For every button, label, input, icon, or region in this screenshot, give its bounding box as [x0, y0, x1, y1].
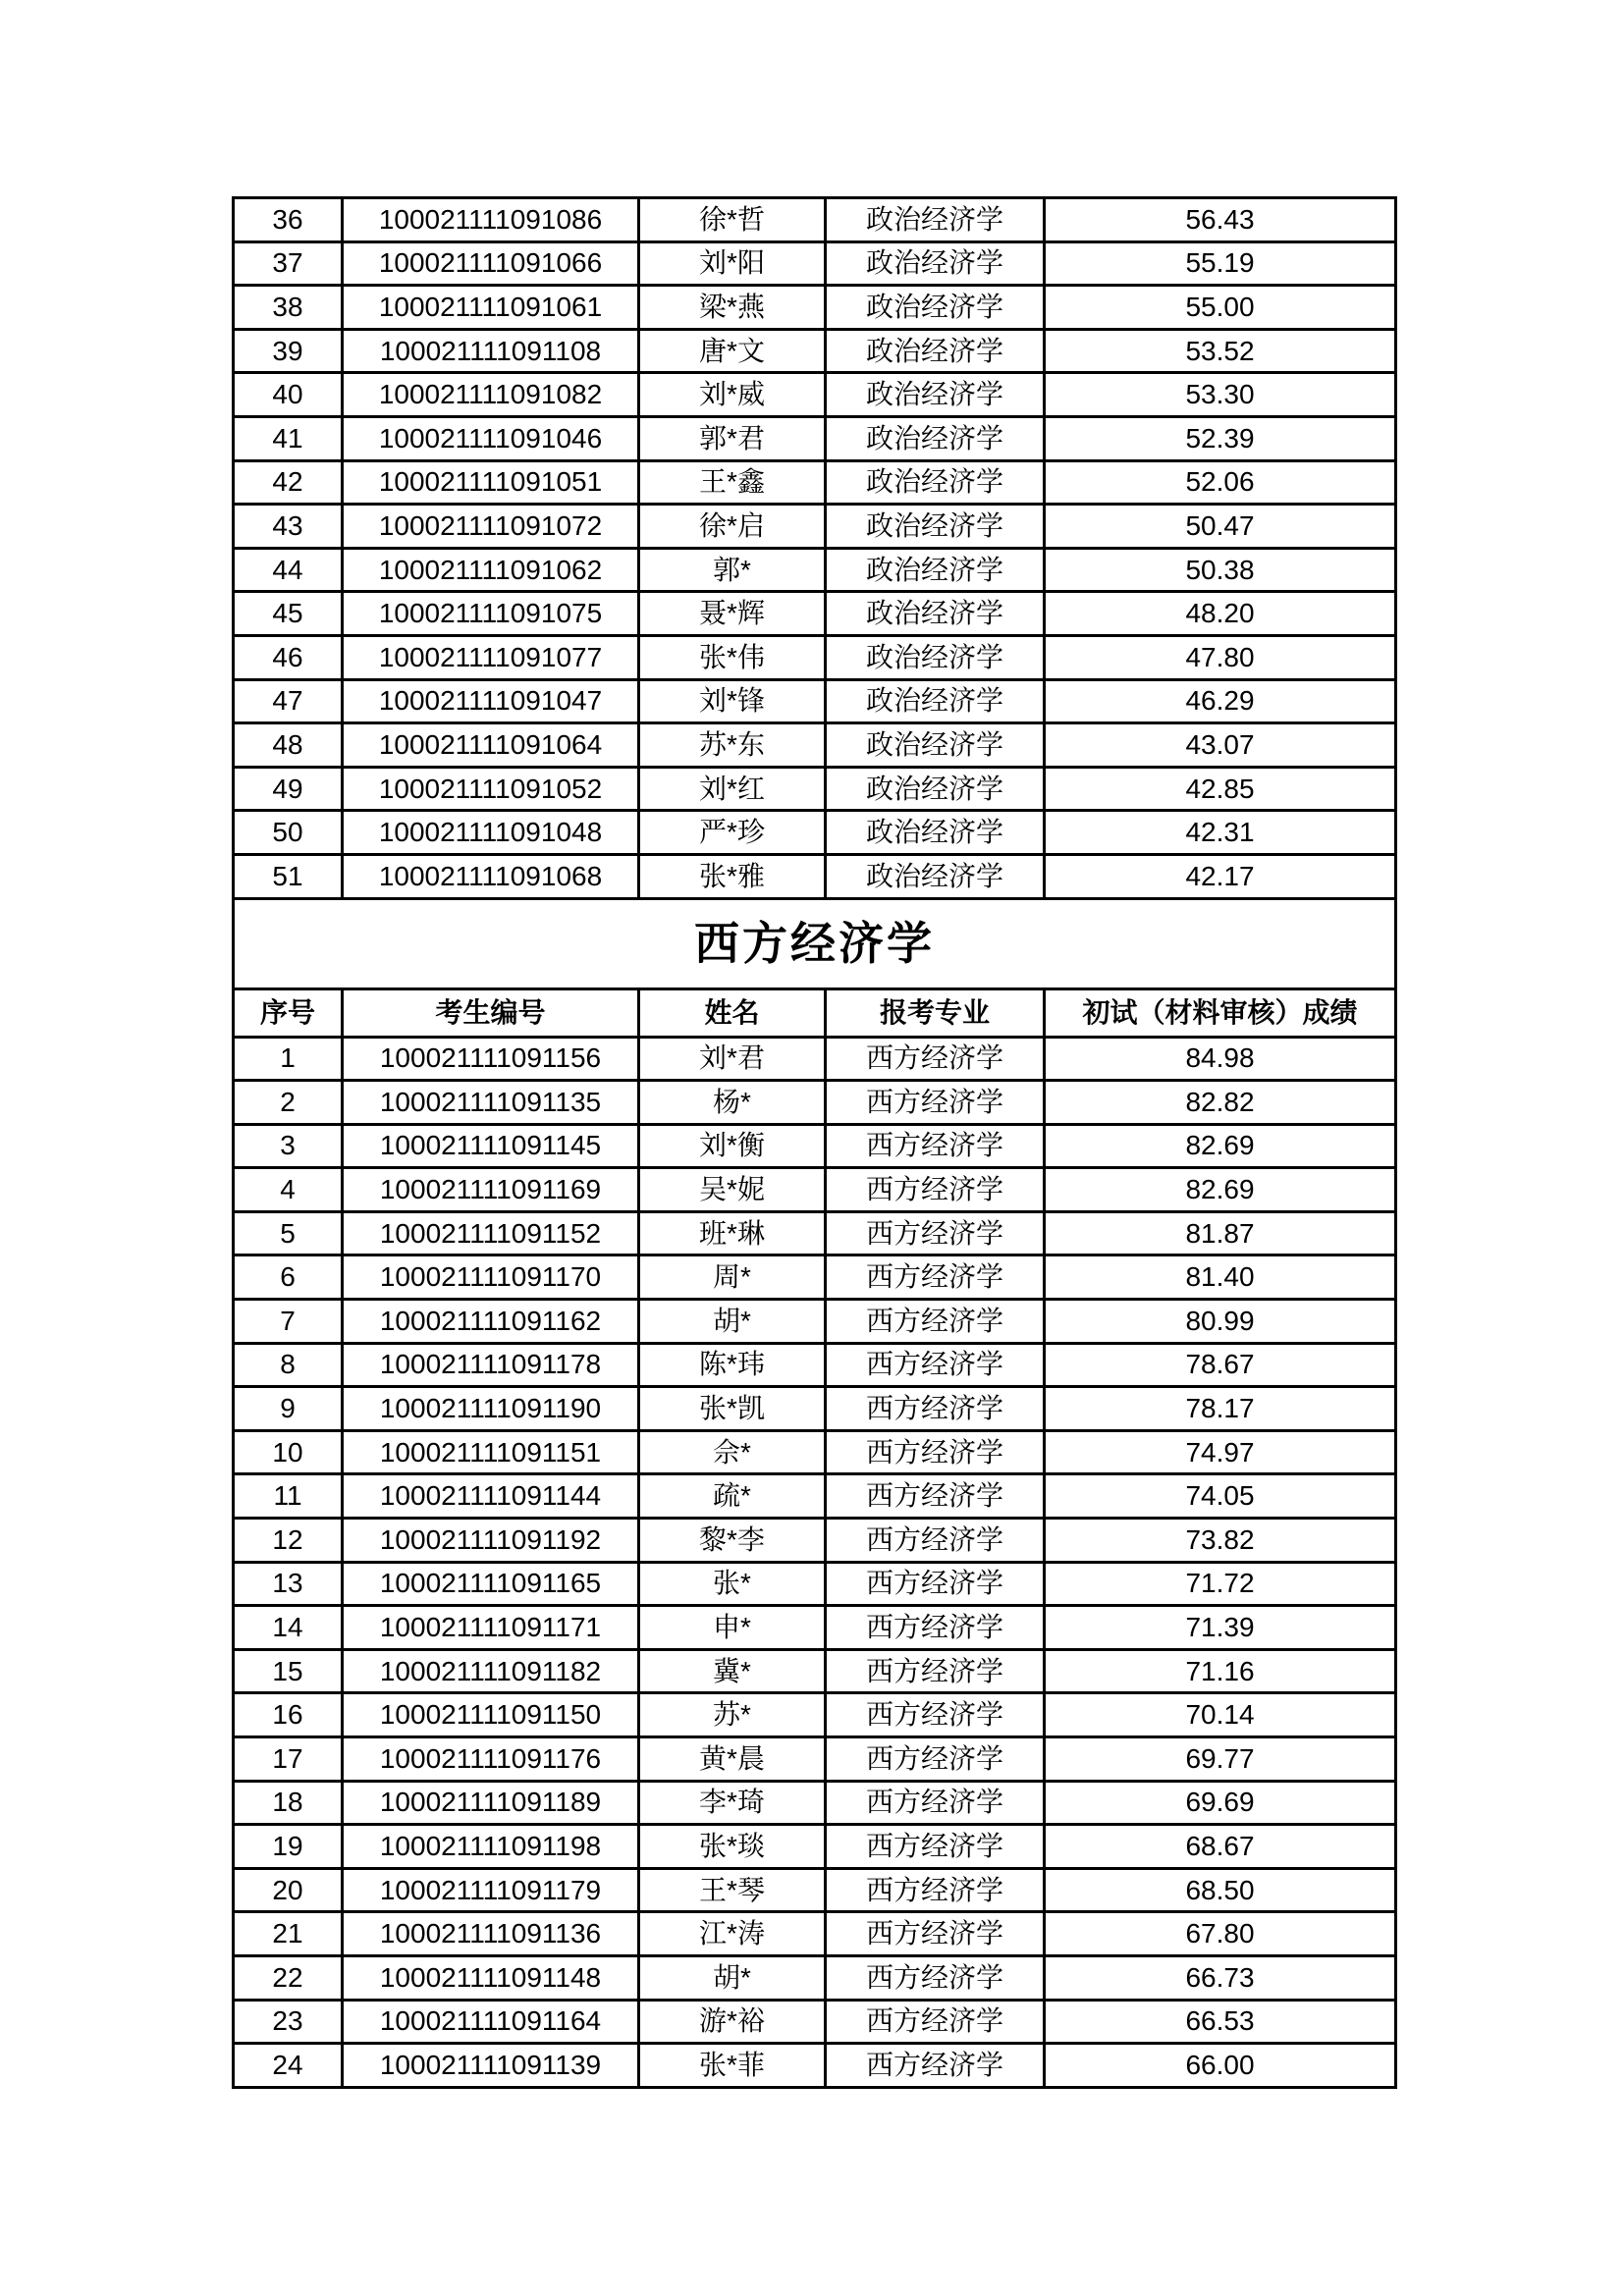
- table-row: [234, 1781, 1396, 1825]
- table-cell: 政治经济学: [826, 329, 1045, 373]
- table-cell: 56.43: [1045, 198, 1396, 242]
- table-cell: 100021111091151: [343, 1430, 639, 1474]
- table-row: [234, 1606, 1396, 1650]
- table-cell: 7: [234, 1300, 343, 1344]
- table-cell: 100021111091139: [343, 2044, 639, 2088]
- section-title-row: [234, 898, 1396, 988]
- table-cell: 黎*李: [639, 1519, 826, 1563]
- table-cell: 张*雅: [639, 854, 826, 898]
- table-cell: 100021111091162: [343, 1300, 639, 1344]
- table-cell: 68.50: [1045, 1868, 1396, 1912]
- table-cell: 政治经济学: [826, 811, 1045, 855]
- table-cell: 50: [234, 811, 343, 855]
- table-cell: 政治经济学: [826, 373, 1045, 417]
- table-cell: 100021111091108: [343, 329, 639, 373]
- table-cell: 西方经济学: [826, 1081, 1045, 1125]
- table-row: [234, 1430, 1396, 1474]
- table-row: [234, 1562, 1396, 1606]
- table-cell: 陈*玮: [639, 1343, 826, 1387]
- table-cell: 郭*君: [639, 416, 826, 460]
- table-cell: 1: [234, 1037, 343, 1081]
- table-cell: 47.80: [1045, 635, 1396, 679]
- table-cell: 100021111091075: [343, 592, 639, 636]
- document-page: [232, 196, 1397, 2089]
- table-cell: 22: [234, 1955, 343, 2000]
- table-cell: 100021111091179: [343, 1868, 639, 1912]
- table-cell: 冀*: [639, 1649, 826, 1693]
- table-cell: 周*: [639, 1255, 826, 1300]
- table-cell: 15: [234, 1649, 343, 1693]
- table-cell: 73.82: [1045, 1519, 1396, 1563]
- table-cell: 江*涛: [639, 1912, 826, 1956]
- table-cell: 100021111091176: [343, 1737, 639, 1782]
- table-row: [234, 1168, 1396, 1212]
- table-cell: 67.80: [1045, 1912, 1396, 1956]
- table-cell: 王*琴: [639, 1868, 826, 1912]
- table-cell: 23: [234, 2000, 343, 2044]
- table-cell: 12: [234, 1519, 343, 1563]
- table-row: [234, 241, 1396, 286]
- table-cell: 2: [234, 1081, 343, 1125]
- western-economics-header-group: [234, 898, 1396, 1037]
- table-row: [234, 1255, 1396, 1300]
- table-cell: 13: [234, 1562, 343, 1606]
- table-cell: 西方经济学: [826, 1387, 1045, 1431]
- table-row: [234, 373, 1396, 417]
- table-row: [234, 811, 1396, 855]
- table-row: [234, 1037, 1396, 1081]
- table-row: [234, 505, 1396, 549]
- table-cell: 82.69: [1045, 1168, 1396, 1212]
- table-cell: 西方经济学: [826, 2044, 1045, 2088]
- table-cell: 47: [234, 679, 343, 723]
- table-cell: 徐*启: [639, 505, 826, 549]
- table-cell: 胡*: [639, 1300, 826, 1344]
- table-cell: 张*菲: [639, 2044, 826, 2088]
- table-cell: 100021111091077: [343, 635, 639, 679]
- table-cell: 100021111091061: [343, 286, 639, 330]
- table-cell: 王*鑫: [639, 460, 826, 505]
- table-cell: 政治经济学: [826, 548, 1045, 592]
- table-cell: 39: [234, 329, 343, 373]
- table-row: [234, 2000, 1396, 2044]
- table-cell: 班*琳: [639, 1211, 826, 1255]
- table-cell: 李*琦: [639, 1781, 826, 1825]
- table-cell: 49: [234, 767, 343, 811]
- table-cell: 西方经济学: [826, 1255, 1045, 1300]
- table-cell: 44: [234, 548, 343, 592]
- table-cell: 81.87: [1045, 1211, 1396, 1255]
- table-cell: 84.98: [1045, 1037, 1396, 1081]
- table-cell: 78.17: [1045, 1387, 1396, 1431]
- table-cell: 西方经济学: [826, 1300, 1045, 1344]
- table-row: [234, 1474, 1396, 1519]
- table-cell: 政治经济学: [826, 198, 1045, 242]
- table-cell: 43.07: [1045, 723, 1396, 768]
- column-header-major: 报考专业: [826, 988, 1045, 1037]
- table-cell: 51: [234, 854, 343, 898]
- table-cell: 西方经济学: [826, 1649, 1045, 1693]
- table-cell: 西方经济学: [826, 1781, 1045, 1825]
- table-cell: 68.67: [1045, 1825, 1396, 1869]
- table-cell: 52.06: [1045, 460, 1396, 505]
- table-cell: 张*琰: [639, 1825, 826, 1869]
- table-cell: 西方经济学: [826, 1343, 1045, 1387]
- table-row: [234, 1825, 1396, 1869]
- table-row: [234, 592, 1396, 636]
- table-row: [234, 1211, 1396, 1255]
- table-cell: 刘*威: [639, 373, 826, 417]
- table-cell: 80.99: [1045, 1300, 1396, 1344]
- table-cell: 100021111091148: [343, 1955, 639, 2000]
- table-cell: 16: [234, 1693, 343, 1737]
- table-cell: 11: [234, 1474, 343, 1519]
- table-cell: 100021111091182: [343, 1649, 639, 1693]
- table-cell: 申*: [639, 1606, 826, 1650]
- table-cell: 100021111091165: [343, 1562, 639, 1606]
- table-cell: 100021111091170: [343, 1255, 639, 1300]
- table-cell: 69.69: [1045, 1781, 1396, 1825]
- table-row: [234, 1649, 1396, 1693]
- table-cell: 81.40: [1045, 1255, 1396, 1300]
- table-cell: 张*伟: [639, 635, 826, 679]
- table-cell: 100021111091052: [343, 767, 639, 811]
- table-cell: 71.72: [1045, 1562, 1396, 1606]
- table-cell: 100021111091047: [343, 679, 639, 723]
- table-row: [234, 329, 1396, 373]
- table-cell: 100021111091082: [343, 373, 639, 417]
- table-row: [234, 1124, 1396, 1168]
- table-row: [234, 1081, 1396, 1125]
- table-cell: 政治经济学: [826, 286, 1045, 330]
- table-cell: 17: [234, 1737, 343, 1782]
- table-cell: 66.73: [1045, 1955, 1396, 2000]
- table-cell: 西方经济学: [826, 1124, 1045, 1168]
- table-cell: 政治经济学: [826, 767, 1045, 811]
- table-cell: 50.47: [1045, 505, 1396, 549]
- table-row: [234, 416, 1396, 460]
- table-cell: 严*珍: [639, 811, 826, 855]
- table-cell: 西方经济学: [826, 1955, 1045, 2000]
- table-cell: 政治经济学: [826, 416, 1045, 460]
- score-table: [232, 196, 1397, 2089]
- table-cell: 刘*阳: [639, 241, 826, 286]
- table-cell: 苏*东: [639, 723, 826, 768]
- table-cell: 100021111091046: [343, 416, 639, 460]
- table-cell: 西方经济学: [826, 1868, 1045, 1912]
- table-row: [234, 460, 1396, 505]
- table-cell: 西方经济学: [826, 1430, 1045, 1474]
- table-cell: 西方经济学: [826, 1606, 1045, 1650]
- table-cell: 西方经济学: [826, 1693, 1045, 1737]
- table-cell: 100021111091072: [343, 505, 639, 549]
- table-cell: 游*裕: [639, 2000, 826, 2044]
- table-row: [234, 1300, 1396, 1344]
- table-cell: 42.17: [1045, 854, 1396, 898]
- table-cell: 西方经济学: [826, 1474, 1045, 1519]
- table-cell: 45: [234, 592, 343, 636]
- table-cell: 西方经济学: [826, 1737, 1045, 1782]
- western-economics-rows: [234, 1037, 1396, 2087]
- table-cell: 21: [234, 1912, 343, 1956]
- table-cell: 100021111091086: [343, 198, 639, 242]
- table-cell: 疏*: [639, 1474, 826, 1519]
- table-cell: 吴*妮: [639, 1168, 826, 1212]
- table-cell: 50.38: [1045, 548, 1396, 592]
- table-cell: 西方经济学: [826, 2000, 1045, 2044]
- table-cell: 36: [234, 198, 343, 242]
- table-cell: 42: [234, 460, 343, 505]
- table-row: [234, 1343, 1396, 1387]
- table-cell: 西方经济学: [826, 1168, 1045, 1212]
- table-cell: 100021111091136: [343, 1912, 639, 1956]
- table-cell: 46: [234, 635, 343, 679]
- table-cell: 48.20: [1045, 592, 1396, 636]
- table-cell: 3: [234, 1124, 343, 1168]
- table-cell: 4: [234, 1168, 343, 1212]
- table-cell: 71.16: [1045, 1649, 1396, 1693]
- table-cell: 100021111091156: [343, 1037, 639, 1081]
- table-cell: 西方经济学: [826, 1037, 1045, 1081]
- table-cell: 18: [234, 1781, 343, 1825]
- table-cell: 张*: [639, 1562, 826, 1606]
- table-row: [234, 854, 1396, 898]
- table-cell: 82.82: [1045, 1081, 1396, 1125]
- table-cell: 政治经济学: [826, 241, 1045, 286]
- table-cell: 9: [234, 1387, 343, 1431]
- table-cell: 郭*: [639, 548, 826, 592]
- table-cell: 100021111091150: [343, 1693, 639, 1737]
- table-cell: 刘*衡: [639, 1124, 826, 1168]
- table-header-row: [234, 988, 1396, 1037]
- table-cell: 100021111091189: [343, 1781, 639, 1825]
- table-row: [234, 1519, 1396, 1563]
- column-header-score: 初试（材料审核）成绩: [1045, 988, 1396, 1037]
- table-cell: 78.67: [1045, 1343, 1396, 1387]
- politics-economics-rows: [234, 198, 1396, 899]
- table-row: [234, 1868, 1396, 1912]
- table-cell: 100021111091169: [343, 1168, 639, 1212]
- table-cell: 黄*晨: [639, 1737, 826, 1782]
- table-cell: 刘*君: [639, 1037, 826, 1081]
- table-cell: 74.97: [1045, 1430, 1396, 1474]
- table-cell: 5: [234, 1211, 343, 1255]
- table-cell: 政治经济学: [826, 854, 1045, 898]
- table-cell: 刘*红: [639, 767, 826, 811]
- table-row: [234, 198, 1396, 242]
- table-cell: 42.85: [1045, 767, 1396, 811]
- table-cell: 40: [234, 373, 343, 417]
- column-header-name: 姓名: [639, 988, 826, 1037]
- table-cell: 100021111091048: [343, 811, 639, 855]
- table-cell: 100021111091198: [343, 1825, 639, 1869]
- table-row: [234, 635, 1396, 679]
- table-cell: 100021111091135: [343, 1081, 639, 1125]
- table-cell: 梁*燕: [639, 286, 826, 330]
- table-cell: 66.53: [1045, 2000, 1396, 2044]
- table-cell: 政治经济学: [826, 505, 1045, 549]
- table-cell: 100021111091144: [343, 1474, 639, 1519]
- table-cell: 杨*: [639, 1081, 826, 1125]
- table-cell: 100021111091178: [343, 1343, 639, 1387]
- table-cell: 100021111091171: [343, 1606, 639, 1650]
- table-cell: 43: [234, 505, 343, 549]
- section-title: 西方经济学: [234, 898, 1396, 988]
- table-cell: 24: [234, 2044, 343, 2088]
- table-cell: 41: [234, 416, 343, 460]
- table-cell: 19: [234, 1825, 343, 1869]
- table-row: [234, 767, 1396, 811]
- table-cell: 52.39: [1045, 416, 1396, 460]
- table-cell: 8: [234, 1343, 343, 1387]
- table-cell: 苏*: [639, 1693, 826, 1737]
- table-cell: 徐*哲: [639, 198, 826, 242]
- table-cell: 37: [234, 241, 343, 286]
- table-cell: 55.19: [1045, 241, 1396, 286]
- table-cell: 100021111091145: [343, 1124, 639, 1168]
- table-row: [234, 1912, 1396, 1956]
- table-row: [234, 1387, 1396, 1431]
- table-cell: 100021111091152: [343, 1211, 639, 1255]
- table-cell: 西方经济学: [826, 1519, 1045, 1563]
- table-cell: 46.29: [1045, 679, 1396, 723]
- column-header-index: 序号: [234, 988, 343, 1037]
- table-cell: 政治经济学: [826, 460, 1045, 505]
- table-cell: 69.77: [1045, 1737, 1396, 1782]
- table-cell: 刘*锋: [639, 679, 826, 723]
- table-cell: 14: [234, 1606, 343, 1650]
- table-cell: 100021111091066: [343, 241, 639, 286]
- table-cell: 政治经济学: [826, 592, 1045, 636]
- table-cell: 西方经济学: [826, 1562, 1045, 1606]
- table-cell: 西方经济学: [826, 1211, 1045, 1255]
- table-row: [234, 1737, 1396, 1782]
- table-row: [234, 723, 1396, 768]
- table-cell: 100021111091190: [343, 1387, 639, 1431]
- table-cell: 74.05: [1045, 1474, 1396, 1519]
- table-cell: 聂*辉: [639, 592, 826, 636]
- table-cell: 100021111091051: [343, 460, 639, 505]
- column-header-candidate-id: 考生编号: [343, 988, 639, 1037]
- table-cell: 100021111091062: [343, 548, 639, 592]
- table-cell: 政治经济学: [826, 635, 1045, 679]
- table-cell: 政治经济学: [826, 679, 1045, 723]
- table-cell: 38: [234, 286, 343, 330]
- table-cell: 佘*: [639, 1430, 826, 1474]
- table-row: [234, 2044, 1396, 2088]
- table-cell: 张*凯: [639, 1387, 826, 1431]
- table-cell: 西方经济学: [826, 1912, 1045, 1956]
- table-cell: 55.00: [1045, 286, 1396, 330]
- table-cell: 70.14: [1045, 1693, 1396, 1737]
- table-cell: 42.31: [1045, 811, 1396, 855]
- table-cell: 20: [234, 1868, 343, 1912]
- table-row: [234, 286, 1396, 330]
- table-row: [234, 1693, 1396, 1737]
- table-cell: 100021111091068: [343, 854, 639, 898]
- table-row: [234, 548, 1396, 592]
- table-row: [234, 679, 1396, 723]
- table-cell: 西方经济学: [826, 1825, 1045, 1869]
- table-cell: 10: [234, 1430, 343, 1474]
- table-cell: 48: [234, 723, 343, 768]
- table-cell: 6: [234, 1255, 343, 1300]
- table-cell: 政治经济学: [826, 723, 1045, 768]
- table-cell: 66.00: [1045, 2044, 1396, 2088]
- table-cell: 53.52: [1045, 329, 1396, 373]
- table-cell: 唐*文: [639, 329, 826, 373]
- table-cell: 82.69: [1045, 1124, 1396, 1168]
- table-cell: 胡*: [639, 1955, 826, 2000]
- table-row: [234, 1955, 1396, 2000]
- table-cell: 100021111091192: [343, 1519, 639, 1563]
- table-cell: 100021111091164: [343, 2000, 639, 2044]
- table-cell: 71.39: [1045, 1606, 1396, 1650]
- table-cell: 53.30: [1045, 373, 1396, 417]
- table-cell: 100021111091064: [343, 723, 639, 768]
